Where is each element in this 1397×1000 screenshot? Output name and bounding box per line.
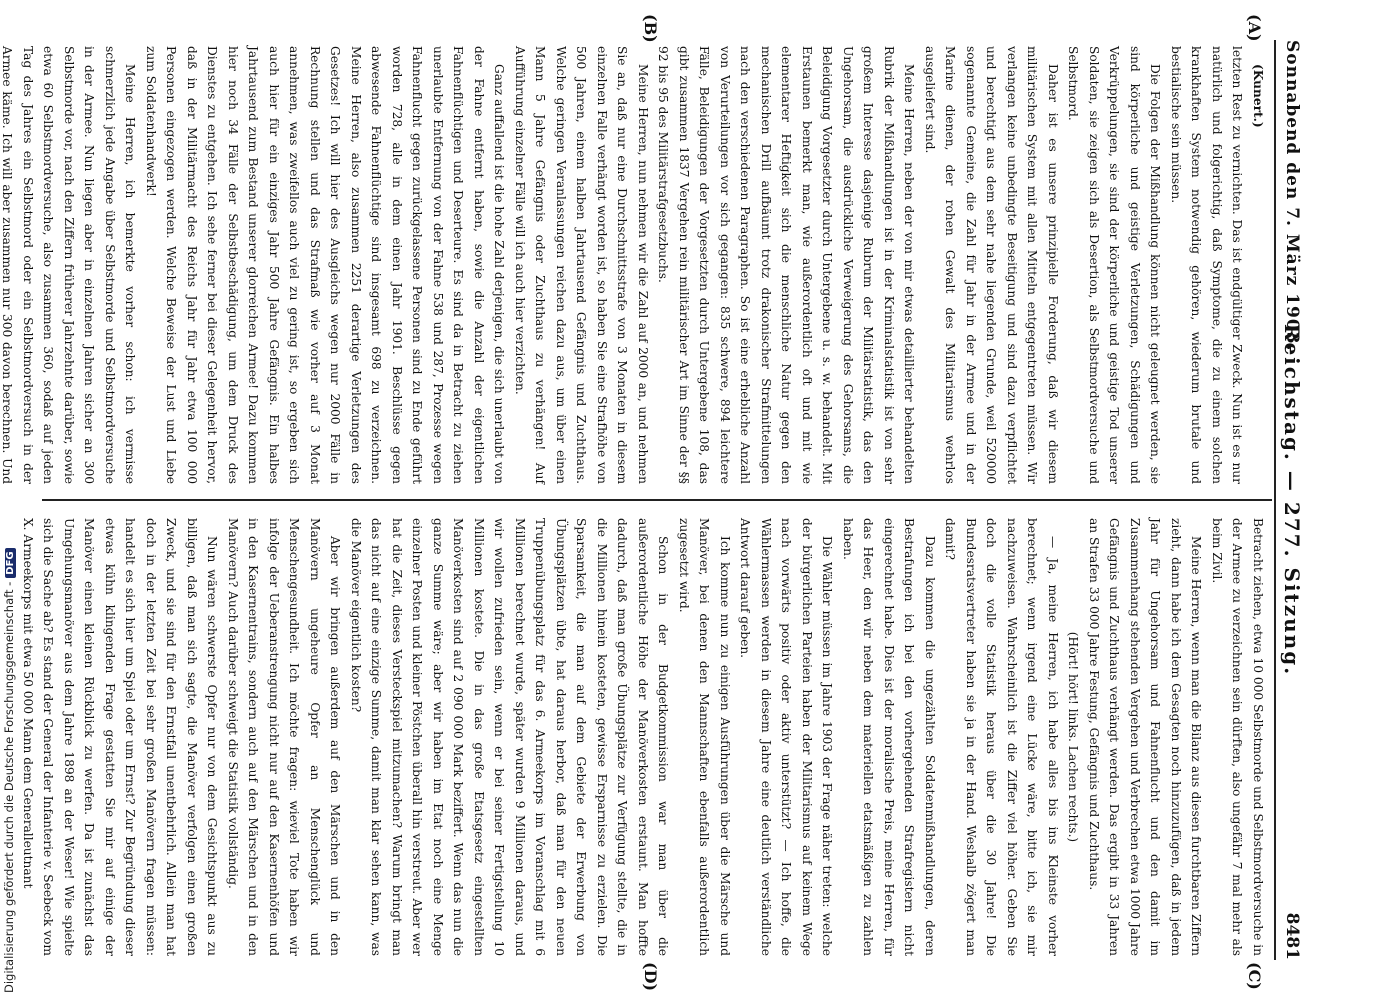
paragraph: Meine Herren, wenn man die Bilanz aus diesen furchtbaren Ziffern zieht, dann habe ich dem Gesagten noch hinzuzufügen, daß in jedem Jahr für Ungehorsam und Fahnenflucht und den damit im Zusammenhang stehenden Vergehen und Verbrechen etwa 1000 Jahre Gefängnis und Zuchthaus verhängt werden. Das ergibt in 33 Jahren an Strafen 33 000 Jahre Festung, Gefängnis und Zuchthaus. xyxy=(1087,518,1204,956)
text-column-left xyxy=(0,46,1268,484)
credit-line xyxy=(2,13,22,993)
paragraph: Betracht ziehen, etwa 10 000 Selbstmorde und Selbstmordversuche in der Armee zu verzeichnen sein dürften, also ungefähr 7 mal mehr als beim Zivil. xyxy=(1210,518,1265,956)
page-header xyxy=(1278,40,1306,960)
text-column-right xyxy=(21,518,1268,956)
paragraph: Die Folgen der Mißhandlung können nicht geleugnet werden, sie sind körperliche und geistige Verletzungen, Schädigungen und Verkrüppelungen, sie sind der körperliche und geistige Tod unserer Soldaten, sie zeigen sich als Desertion, als Selbstmordversuche und Selbstmord. xyxy=(1066,46,1163,484)
paragraph: — Ja, meine Herren, ich habe alles bis ins Kleinste vorher berechnet; wenn irgend eine Lücke wäre, bitte ich, sie mir nachzuweisen. Wahrscheinlich ist die Ziffer viel höher. Geben Sie doch die volle Statistik heraus über die 30 Jahre! Die Bundesratsvertreter haben sie ja in der Hand. Weshalb zögert man damit? xyxy=(943,518,1060,956)
margin-mark-c: (C) xyxy=(1245,962,1264,990)
paragraph: Dazu kommen die ungezählten Soldatenmißhandlungen, deren Bestrafungen ich bei den vorhergehenden Strafregistern nicht eingerechnet habe. Dies ist der moralische Preis, meine Herren, für das Heer, den wir neben dem materiellen etatsmäßigen zu zahlen haben. xyxy=(841,518,937,956)
dfg-logo: DFG xyxy=(5,548,16,577)
paragraph: Aber wir bringen außerdem auf den Märschen und in den Manövern ungeheure Opfer an Menschenglück und Menschengesundheit. Ich möchte fragen: wieviel Tote haben wir infolge der Ueberanstrengung nicht nur auf den Kasernenhöfen und in den Kasernentrains, sondern auch auf den Märschen und in den Manövern? Auch darüber schweigt die Statistik vollständig. xyxy=(226,518,343,956)
paragraph: Meine Herren, neben der von mir etwas detaillierter behandelten Rubrik der Mißhandlungen ist in der Kriminalstatistik ist von sehr großem Interesse dasjenige Rubrum der Militärstatistik, das den Ungehorsam, die ausdrückliche Verweigerung des Gehorsams, die Beleidigung Vorgesetzter durch Untergebene u. s. w. behandelt. Mit Erstaunen bemerkt man, wie außerordentlich oft und mit wie elementarer Heftigkeit sich die menschliche Natur gegen den mechanischen Drill aufbäumt trotz drakonischer Strafmittelungen nach den verschiedenen Paragraphen. So ist eine erhebliche Anzahl von Verurteilungen vor sich gegangen: 835 schwere, 894 leichtere Fälle, Beleidigungen der Vorgesetzten durch Untergebene 108, das gibt zusammen 1837 Vergehen rein militärischer Art im Sinne der §§ 92 bis 95 des Militärstrafgesetzbuchs. xyxy=(656,46,917,484)
paragraph: Meine Herren, nun nehmen wir die Zahl auf 2000 an, und nehmen Sie an, daß nur eine Durchschnittsstrafe von 3 Monaten in diesem einzelnen Falle verhängt worden ist, so haben Sie eine Strafhöhe von 500 Jahren, einem halben Jahrtausend Gefängnis und Zuchthaus. Welche geringen Veranlassungen reichen dazu aus, um über einen Mann 5 Jahre Gefängnis oder Zuchthaus zu verhängen! Auf Aufführung einzelner Fälle will ich auch hier verzichten. xyxy=(513,46,650,484)
paragraph: Meine Herren, ich bemerkte vorher schon: ich vermisse schmerzlich jede Angabe über Selbstmorde und Selbstmordversuche in der Armee. Nun liegen aber in einzelnen Jahren sicher an 300 Selbstmorde vor, nach den Ziffern früherer Jahrzehnte darüber, sowie etwa 60 Selbstmordversuche, also zusammen 360, sodaß auf jeden Tag des Jahres ein Selbstmord oder ein Selbstmordversuch in der Armee käme. Ich will aber zusammen nur 300 davon berechnen. Und xyxy=(0,46,138,484)
header-rule xyxy=(1274,40,1276,960)
paragraph: Daher ist es unsere prinzipielle Forderung, daß wir diesem militärischen System mit allen Mitteln entgegentreten müssen. Wir verlangen keine unbedingte Beseitigung und sind dazu verpflichtet und berechtigt aus dem sehr nahe liegenden Grunde, weil 520000 sogenannte Gemeine, die Zahl für Jahr in der Armee und in der Marine dienen, der rohen Gewalt des Militarismus wehrlos ausgeliefert sind. xyxy=(923,46,1060,484)
paragraph: Ganz auffallend ist die hohe Zahl derjenigen, die sich unerlaubt von der Fahne entfernt haben, sowie die Anzahl der eigentlichen Fahnenflüchtigen und Deserteure. Es sind da in Betracht zu ziehen unerlaubte Entfernung von der Fahne 538 und 287, Prozesse wegen Fahnenflucht gegen zurückgelassene Personen sind zu Ende geführt worden 728, alle in dem einen Jahr 1901. Beschlüsse gegen abwesende Fahnenflüchtige sind insgesamt 698 zu verzeichnen. Meine Herren, also zusammen 2251 derartige Verletzungen des Gesetzes! Ich will hier des Ausgleichs wegen nur 2000 Fälle in Rechnung stellen und das Strafmaß wie vorher auf 3 Monat annehmen, was zweifellos auch viel zu gering ist, so ergeben sich auch hier für ein einziges Jahr 500 Jahre Gefängnis. Ein halbes Jahrtausend zum Bestand unserer glorreichen Armee! Dazu kommen hier noch 34 Fälle der Selbstbeschädigung, um dem Druck des Dienstes zu entgehen. Ich sehe ferner bei dieser Gelegenheit hervor, daß in der Militärmacht des Reichs Jahr für Jahr etwa 100 000 Personen eingezogen werden. Welche Beweise der Lust und Liebe zum Soldatenhandwerk! xyxy=(144,46,507,484)
margin-mark-b: (B) xyxy=(641,14,660,43)
credit-text: Digitalisierung gefördert durch die Deutsche Forschungsgemeinschaft - xyxy=(2,581,16,993)
header-title: Reichstag. — 277. Sitzung. xyxy=(1280,323,1304,677)
paragraph: Ich komme nun zu einigen Ausführungen über die Märsche und Manöver, bei denen den Mannschaften ebenfalls außerordentlich zugesetzt wird. xyxy=(677,518,732,956)
paragraph: Nun wären schwerste Opfer nur von dem Gesichtspunkt aus zu billigen, daß man sich sagte, die Manöver verfolgen einen großen Zweck, und sie sind für den Ernstfall unentbehrlich. Allein man hat doch in der letzten Zeit bei sehr großen Manövern fragen müssen: handelt es sich hier um Spiel oder um Ernst? Zur Begründung dieser etwas kühn klingenden Frage gestatten Sie mir auf einige der Manöver einen kleinen Rückblick zu werfen. Da ist zunächst das Umgehungsmanöver aus dem Jahre 1898 an der Weser! Wie spielte sich die Sache ab? Es stand der General der Infanterie v. Seebeck vom X. Armeekorps mit etwa 50 000 Mann dem Generalleutnant xyxy=(21,518,220,956)
speaker-name: (Kunert.) xyxy=(1251,64,1265,128)
paragraph: Schon in der Budgetkommission war man über die außerordentliche Höhe der Manöverkosten erstaunt. Man hoffte dadurch, daß man große Übungsplätze zur Verfügung stellte, die in die Millionen hinein kosteten, gewisse Ersparnisse zu erzielen. Die Sparsamkeit, die man auf dem Gebiete der Erwerbung von Übungsplätzen übte, hat daraus herbor, daß man für den neuen Truppenübungsplatz für das 6. Armeekorps im Voranschlag mit 6 Millionen berechnet wurde, später wurden 9 Millionen daraus, und wir wollen zufrieden sein, wenn er bei seiner Fertigstellung 10 Millionen kostete. Die in das große Etatsgesetz eingestellten Manöverkosten sind auf 2 090 000 Mark beziffert. Wenn das nun die ganze Summe wäre; aber wir haben im Etat noch eine Menge einzelner Posten und kleiner Pöstchen überall hin verstreut. Aber wer hat die Zeit, dieses Versteckspiel mitzumachen? Warum bringt man das nicht auf eine einzige Summe, damit man klar sehen kann, was die Manöver eigentlich kosten? xyxy=(349,518,671,956)
header-date: Sonnabend den 7. März 1903. xyxy=(1282,40,1302,352)
margin-mark-d: (D) xyxy=(641,962,660,992)
digitization-credit xyxy=(0,8,20,998)
paragraph: Die Wähler müssen im Jahre 1903 der Frage näher treten: welche der bürgerlichen Parteien haben der Militarismus auf keinem Wege nach vorwärts positiv oder aktiv unterstützt? — Ich hoffe, die Wählermassen werden in diesem Jahre eine deutlich verständliche Antwort darauf geben. xyxy=(738,518,835,956)
page-number: 8481 xyxy=(1282,912,1302,960)
column-divider xyxy=(42,499,1272,501)
interjection: (Hört! hört! links. Lachen rechts.) xyxy=(1066,631,1081,843)
margin-mark-a: (A) xyxy=(1245,14,1264,42)
paragraph: letzten Rest zu vernichten. Das ist endgültiger Zweck. Nun ist es nur natürlich und folgerichtig, daß Symptome, die zu einem solchen krankhaften System notwendig gehören, wiederum brutale und bestialische sein müssen. xyxy=(1169,46,1245,484)
